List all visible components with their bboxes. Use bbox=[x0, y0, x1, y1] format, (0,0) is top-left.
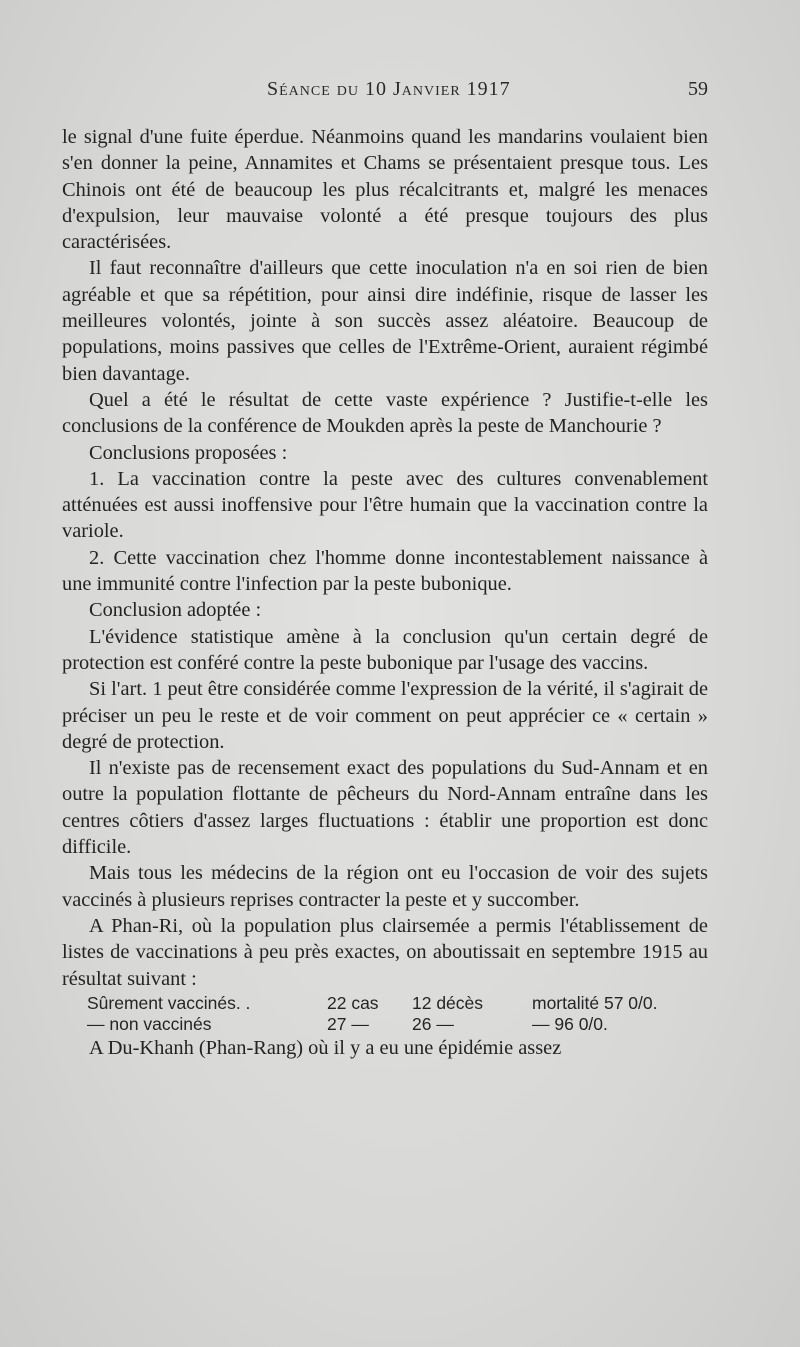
table-cell: — non vaccinés bbox=[87, 1013, 212, 1034]
page-header bbox=[62, 78, 708, 108]
paragraph: 1. La vaccination contre la peste avec des cultures convenablement atténuées est aussi inoffensive pour l'être humain que la vaccination contre la variole. bbox=[62, 467, 708, 543]
table-cell: 26 — bbox=[412, 1013, 454, 1034]
running-title: Séance du 10 Janvier 1917 bbox=[267, 78, 511, 100]
table-cell: Sûrement vaccinés. . bbox=[87, 992, 251, 1013]
page-number: 59 bbox=[688, 78, 708, 100]
paragraph: le signal d'une fuite éperdue. Néanmoins quand les mandarins voulaient bien s'en donner la peine, Annamites et Chams se présentaient presque tous. Les Chinois ont été de beaucoup les plus récalcitrants et, malgré les menaces d'expulsion, leur mauvaise volonté a été presque toujours des plus caractérisées. bbox=[62, 126, 708, 254]
paragraph: Il faut reconnaître d'ailleurs que cette inoculation n'a en soi rien de bien agréable et que sa répétition, pour ainsi dire indéfinie, risque de lasser les meilleures volontés, jointe à son succès assez aléatoire. Beaucoup de populations, moins passives que celles de l'Extrême-Orient, auraient régimbé bien davantage. bbox=[62, 257, 708, 385]
paragraph: Quel a été le résultat de cette vaste expérience ? Justifie-t-elle les conclusions de la conférence de Moukden après la peste de Manchourie ? bbox=[62, 388, 708, 438]
paragraph: A Phan-Ri, où la population plus clairsemée a permis l'établissement de listes de vaccinations à peu près exactes, on aboutissait en septembre 1915 au résultat suivant : bbox=[62, 914, 708, 990]
paragraph: Conclusions proposées : bbox=[89, 441, 288, 464]
table-row bbox=[62, 1014, 708, 1035]
paragraph: Conclusion adoptée : bbox=[89, 599, 262, 622]
statistics-table bbox=[62, 993, 708, 1035]
table-cell: 22 cas bbox=[327, 992, 379, 1013]
paragraph: A Du-Khanh (Phan-Rang) où il y a eu une épidémie assez bbox=[89, 1036, 562, 1059]
body-text bbox=[62, 124, 708, 1061]
paragraph: Si l'art. 1 peut être considérée comme l'expression de la vérité, il s'agirait de préciser un peu le reste et de voir comment on peut apprécier ce « certain » degré de protection. bbox=[62, 678, 708, 753]
table-cell: 27 — bbox=[327, 1013, 369, 1034]
table-cell: — 96 0/0. bbox=[532, 1013, 608, 1034]
paragraph: Il n'existe pas de recensement exact des populations du Sud-Annam et en outre la population flottante de pêcheurs du Nord-Annam entraîne dans les centres côtiers d'assez larges fluctuations : établir une proportion est donc difficile. bbox=[62, 757, 708, 859]
table-cell: 12 décès bbox=[412, 992, 484, 1013]
paragraph: 2. Cette vaccination chez l'homme donne incontestablement naissance à une immunité contre l'infection par la peste bubonique. bbox=[62, 546, 708, 596]
table-row bbox=[62, 993, 708, 1014]
paragraph: Mais tous les médecins de la région ont eu l'occasion de voir des sujets vaccinés à plusieurs reprises contracter la peste et y succomber. bbox=[62, 862, 708, 911]
paragraph: L'évidence statistique amène à la conclusion qu'un certain degré de protection est conféré contre la peste bubonique par l'usage des vaccins. bbox=[62, 625, 708, 674]
table-cell: mortalité 57 0/0. bbox=[532, 992, 658, 1013]
